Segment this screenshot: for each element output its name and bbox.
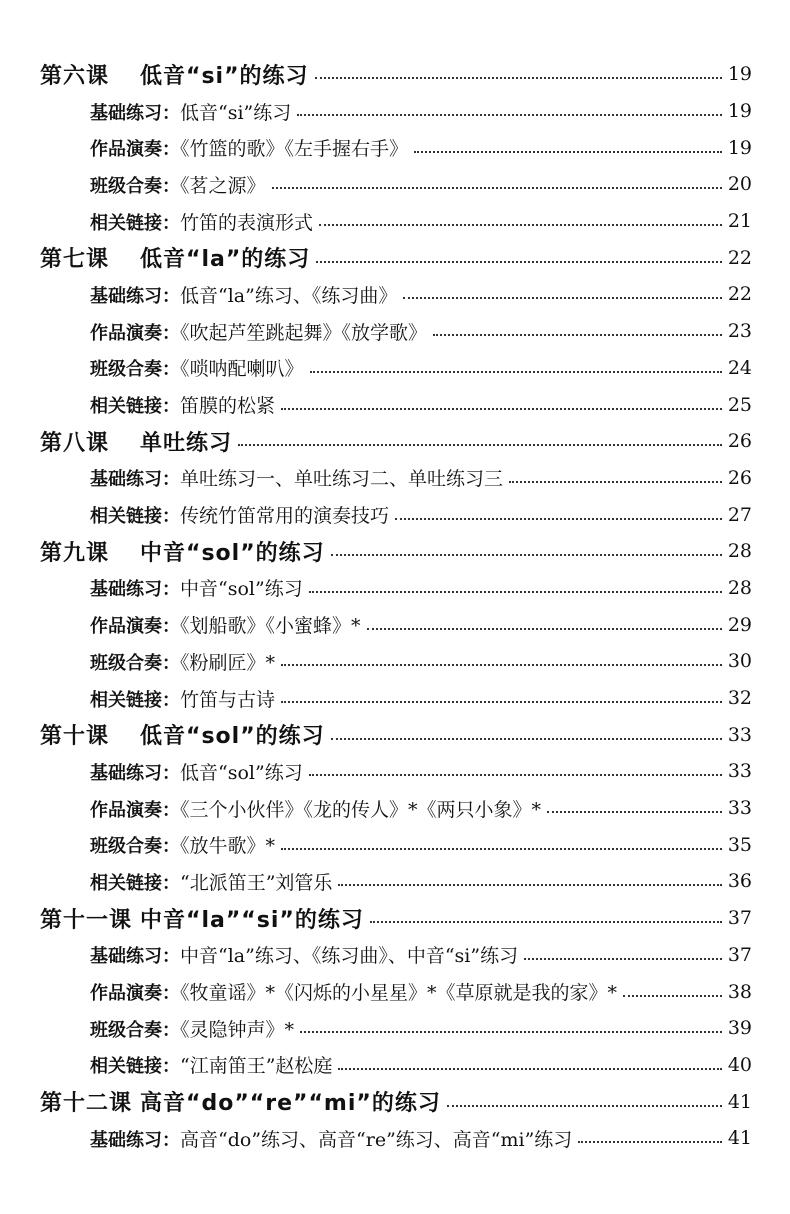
item-entry (90, 941, 518, 968)
item-category: 相关链接： (90, 872, 180, 894)
lesson-heading (40, 59, 309, 90)
dot-leader (309, 774, 722, 776)
item-text: 单吐练习一、单吐练习二、单吐练习三 (180, 468, 504, 491)
dot-leader (367, 628, 722, 630)
page-number: 38 (727, 980, 752, 1003)
dot-leader (319, 224, 722, 226)
toc-item-row (0, 460, 790, 497)
toc-item-row (0, 313, 790, 350)
item-category: 基础练习： (90, 579, 180, 601)
dot-leader (524, 958, 722, 960)
item-text: 中音“sol”练习 (180, 578, 303, 601)
item-category: 班级合奏： (90, 1019, 180, 1041)
item-category: 作品演奏： (90, 322, 180, 344)
toc-item-row (0, 863, 790, 900)
table-of-contents (0, 56, 790, 1157)
item-text: 《唢呐配喇叭》 (180, 358, 304, 381)
dot-leader (315, 77, 722, 79)
toc-item-row (0, 937, 790, 974)
item-entry (90, 354, 304, 381)
item-text: 低音“sol”练习 (180, 761, 303, 784)
page-number: 37 (727, 907, 752, 930)
page-number: 29 (727, 613, 752, 636)
page-number: 22 (727, 283, 752, 306)
toc-item-row (0, 753, 790, 790)
item-text: 《灵隐钟声》* (180, 1018, 295, 1041)
page-number: 19 (727, 136, 752, 159)
item-category: 作品演奏： (90, 139, 180, 161)
item-category: 相关链接： (90, 689, 180, 711)
page-number: 37 (727, 943, 752, 966)
item-entry (90, 281, 397, 308)
dot-leader (300, 1031, 722, 1033)
lesson-number: 第十一课 (40, 907, 133, 933)
lesson-heading (40, 242, 310, 273)
lesson-number: 第十二课 (40, 1091, 133, 1117)
dot-leader (338, 884, 721, 886)
item-entry (90, 1125, 572, 1152)
toc-item-row (0, 973, 790, 1010)
toc-item-row (0, 276, 790, 313)
page-number: 35 (727, 833, 752, 856)
dot-leader (331, 554, 722, 556)
item-text: 《划船歌》《小蜜蜂》* (180, 615, 361, 638)
item-text: 《放牛歌》* (180, 835, 276, 858)
item-text: 《竹篮的歌》《左手握右手》 (180, 138, 409, 161)
page-number: 33 (727, 797, 752, 820)
toc-item-row (0, 166, 790, 203)
dot-leader (547, 811, 722, 813)
item-category: 班级合奏： (90, 652, 180, 674)
page-number: 20 (727, 173, 752, 196)
item-entry (90, 1051, 332, 1078)
lesson-heading (40, 719, 325, 750)
page-number: 23 (727, 320, 752, 343)
dot-leader (331, 738, 722, 740)
toc-lesson-row (0, 533, 790, 570)
toc-lesson-row (0, 239, 790, 276)
page-number: 26 (727, 466, 752, 489)
lesson-title: 低音“la”的练习 (140, 247, 311, 273)
dot-leader (281, 408, 722, 410)
page-number: 25 (727, 393, 752, 416)
dot-leader (395, 518, 722, 520)
toc-item-row (0, 386, 790, 423)
item-category: 班级合奏： (90, 359, 180, 381)
toc-lesson-row (0, 716, 790, 753)
item-category: 基础练习： (90, 946, 180, 968)
toc-item-row (0, 129, 790, 166)
dot-leader (281, 848, 722, 850)
dot-leader (238, 444, 722, 446)
toc-item-row (0, 680, 790, 717)
item-entry (90, 318, 427, 345)
item-category: 班级合奏： (90, 175, 180, 197)
lesson-heading (40, 536, 325, 567)
item-category: 作品演奏： (90, 616, 180, 638)
dot-leader (338, 1068, 721, 1070)
page-number: 36 (727, 870, 752, 893)
lesson-number: 第六课 (40, 63, 110, 89)
toc-item-row (0, 203, 790, 240)
item-entry (90, 758, 303, 785)
item-entry (90, 171, 266, 198)
dot-leader (281, 664, 722, 666)
item-text: 《茗之源》 (180, 174, 266, 197)
dot-leader (433, 334, 722, 336)
item-category: 相关链接： (90, 506, 180, 528)
toc-item-row (0, 606, 790, 643)
lesson-title: 中音“la”“si”的练习 (140, 907, 364, 933)
toc-lesson-row (0, 56, 790, 93)
page-number: 30 (727, 650, 752, 673)
toc-item-row (0, 826, 790, 863)
toc-item-row (0, 1047, 790, 1084)
page-number: 32 (727, 687, 752, 710)
item-entry (90, 868, 332, 895)
item-entry (90, 574, 303, 601)
toc-item-row (0, 1010, 790, 1047)
lesson-title: 低音“sol”的练习 (140, 724, 325, 750)
item-category: 作品演奏： (90, 799, 180, 821)
item-text: “北派笛王”刘管乐 (180, 871, 333, 894)
dot-leader (370, 921, 722, 923)
item-category: 相关链接： (90, 396, 180, 418)
dot-leader (316, 261, 722, 263)
item-text: 竹笛的表演形式 (180, 211, 314, 234)
item-entry (90, 134, 408, 161)
page-number: 41 (727, 1127, 752, 1150)
item-entry (90, 978, 617, 1005)
page-number: 39 (727, 1017, 752, 1040)
dot-leader (447, 1105, 722, 1107)
lesson-title: 单吐练习 (140, 430, 233, 456)
toc-item-row (0, 643, 790, 680)
page-number: 40 (727, 1053, 752, 1076)
dot-leader (578, 1141, 722, 1143)
item-entry (90, 611, 361, 638)
dot-leader (272, 187, 722, 189)
item-category: 基础练习： (90, 762, 180, 784)
toc-item-row (0, 790, 790, 827)
dot-leader (281, 701, 722, 703)
item-entry (90, 464, 503, 491)
lesson-number: 第八课 (40, 430, 110, 456)
item-entry (90, 685, 275, 712)
item-entry (90, 391, 275, 418)
dot-leader (623, 995, 722, 997)
item-entry (90, 208, 313, 235)
item-entry (90, 98, 291, 125)
item-entry (90, 501, 389, 528)
dot-leader (310, 371, 722, 373)
lesson-title: 高音“do”“re”“mi”的练习 (140, 1091, 441, 1117)
toc-item-row (0, 93, 790, 130)
page-number: 21 (727, 210, 752, 233)
toc-item-row (0, 350, 790, 387)
item-category: 基础练习： (90, 102, 180, 124)
item-category: 基础练习： (90, 1129, 180, 1151)
item-text: 传统竹笛常用的演奏技巧 (180, 505, 390, 528)
item-category: 作品演奏： (90, 983, 180, 1005)
page-number: 33 (727, 760, 752, 783)
item-entry (90, 648, 275, 675)
page-number: 24 (727, 356, 752, 379)
lesson-title: 低音“si”的练习 (140, 63, 309, 89)
page-number: 28 (727, 576, 752, 599)
item-entry (90, 831, 275, 858)
lesson-heading (40, 1086, 441, 1117)
item-text: 低音“si”练习 (180, 101, 292, 124)
item-text: 《三个小伙伴》《龙的传人》*《两只小象》* (180, 798, 542, 821)
page-number: 41 (727, 1090, 752, 1113)
toc-item-row (0, 496, 790, 533)
item-entry (90, 1015, 294, 1042)
page-number: 26 (727, 430, 752, 453)
item-text: 竹笛与古诗 (180, 688, 276, 711)
page-number: 19 (727, 100, 752, 123)
item-text: 高音“do”练习、高音“re”练习、高音“mi”练习 (180, 1128, 573, 1151)
lesson-heading (40, 426, 232, 457)
dot-leader (509, 481, 722, 483)
toc-lesson-row (0, 423, 790, 460)
lesson-title: 中音“sol”的练习 (140, 540, 325, 566)
lesson-number: 第九课 (40, 540, 110, 566)
item-text: 低音“la”练习、《练习曲》 (180, 284, 398, 307)
lesson-number: 第七课 (40, 247, 110, 273)
page-number: 33 (727, 723, 752, 746)
item-text: 中音“la”练习、《练习曲》、中音“si”练习 (180, 945, 519, 968)
item-text: “江南笛王”赵松庭 (180, 1055, 333, 1078)
page-number: 19 (727, 63, 752, 86)
item-text: 《牧童谣》*《闪烁的小星星》*《草原就是我的家》* (180, 982, 618, 1005)
page-number: 28 (727, 540, 752, 563)
dot-leader (414, 151, 722, 153)
dot-leader (309, 591, 722, 593)
toc-item-row (0, 570, 790, 607)
item-category: 班级合奏： (90, 836, 180, 858)
item-category: 相关链接： (90, 1056, 180, 1078)
lesson-number: 第十课 (40, 724, 110, 750)
toc-lesson-row (0, 900, 790, 937)
toc-lesson-row (0, 1083, 790, 1120)
item-text: 《吹起芦笙跳起舞》《放学歌》 (180, 321, 428, 344)
dot-leader (403, 297, 721, 299)
page-number: 22 (727, 246, 752, 269)
lesson-heading (40, 903, 364, 934)
item-category: 基础练习： (90, 469, 180, 491)
dot-leader (297, 114, 722, 116)
page-number: 27 (727, 503, 752, 526)
item-text: 笛膜的松紧 (180, 395, 276, 418)
item-entry (90, 795, 541, 822)
item-category: 基础练习： (90, 285, 180, 307)
toc-item-row (0, 1120, 790, 1157)
item-category: 相关链接： (90, 212, 180, 234)
item-text: 《粉刷匠》* (180, 651, 276, 674)
